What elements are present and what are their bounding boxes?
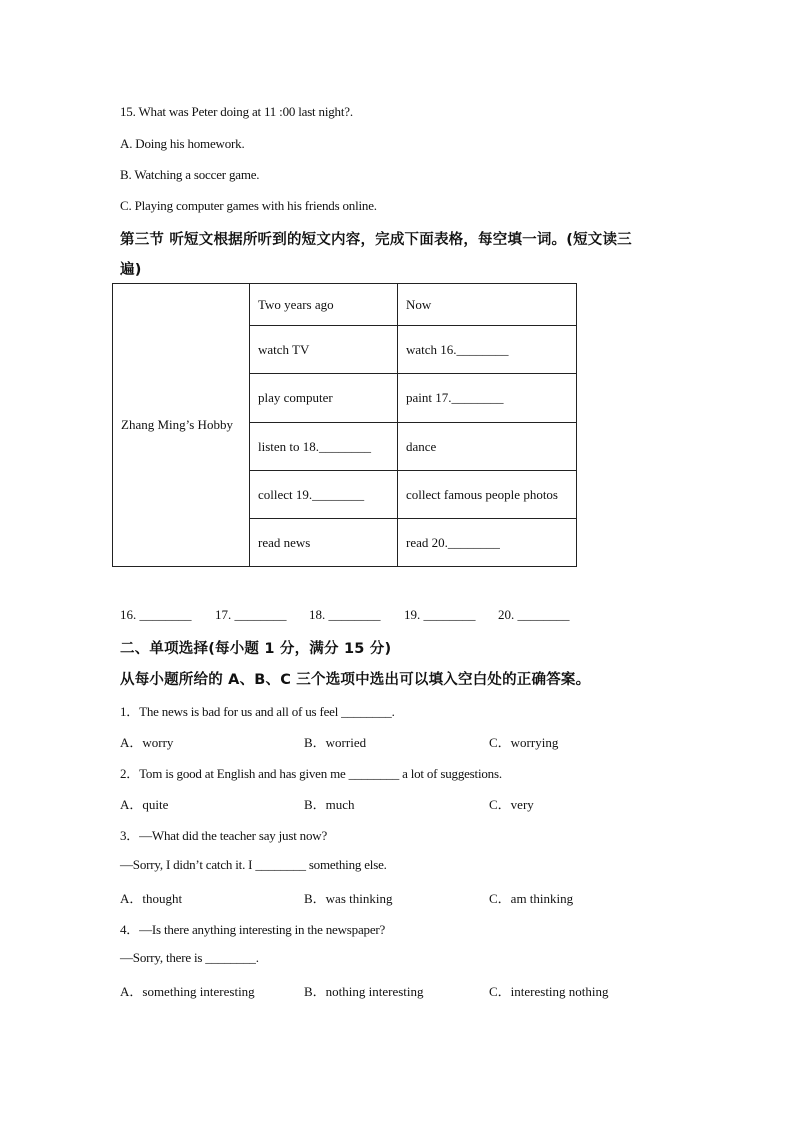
question-4-option-b[interactable]: B．nothing interesting — [304, 984, 424, 999]
table-cell: Two years ago — [250, 284, 398, 326]
hobby-table — [112, 283, 577, 567]
question-3-text: 3．—What did the teacher say just now? — [120, 828, 328, 843]
table-cell-blank-16[interactable]: watch 16.________ — [398, 326, 577, 374]
question-3-option-c[interactable]: C．am thinking — [489, 891, 574, 906]
table-cell-blank-20[interactable]: read 20.________ — [398, 519, 577, 567]
question-3-text-line2: —Sorry, I didn’t catch it. I ________ something else. — [120, 857, 387, 872]
question-4-text-line2: —Sorry, there is ________. — [120, 950, 259, 965]
question-4-text: 4．—Is there anything interesting in the newspaper? — [120, 922, 386, 937]
question-2-text: 2．Tom is good at English and has given me ________ a lot of suggestions. — [120, 766, 502, 781]
question-2-option-a[interactable]: A．quite — [120, 797, 169, 812]
answer-blank-16[interactable]: 16. ________ — [120, 607, 192, 622]
question-1-option-b[interactable]: B．worried — [304, 735, 367, 750]
question-1-text: 1．The news is bad for us and all of us feel ________. — [120, 704, 395, 719]
table-row — [113, 284, 577, 326]
question-15-option-c: C. Playing computer games with his friends online. — [120, 198, 377, 213]
part-2-instruction: 从每小题所给的 A、B、C 三个选项中选出可以填入空白处的正确答案。 — [120, 672, 591, 688]
table-row-header: Zhang Ming’s Hobby — [113, 284, 250, 567]
question-3-option-a[interactable]: A．thought — [120, 891, 183, 906]
table-cell: play computer — [250, 374, 398, 423]
table-cell: Now — [398, 284, 577, 326]
question-3-option-b[interactable]: B．was thinking — [304, 891, 393, 906]
question-2-option-b[interactable]: B．much — [304, 797, 355, 812]
table-cell-blank-17[interactable]: paint 17.________ — [398, 374, 577, 423]
question-15-option-b: B. Watching a soccer game. — [120, 167, 260, 182]
table-cell: collect famous people photos — [398, 471, 577, 519]
table-cell-blank-19[interactable]: collect 19.________ — [250, 471, 398, 519]
question-1-option-c[interactable]: C．worrying — [489, 735, 559, 750]
table-cell-blank-18[interactable]: listen to 18.________ — [250, 423, 398, 471]
table-cell: dance — [398, 423, 577, 471]
question-2-option-c[interactable]: C．very — [489, 797, 534, 812]
question-1-option-a[interactable]: A．worry — [120, 735, 174, 750]
answer-blank-17[interactable]: 17. ________ — [215, 607, 287, 622]
table-cell: watch TV — [250, 326, 398, 374]
table-cell: read news — [250, 519, 398, 567]
answer-blank-20[interactable]: 20. ________ — [498, 607, 570, 622]
section-3-heading-cont: 遍) — [120, 262, 142, 278]
question-15-text: 15. What was Peter doing at 11 :00 last night?. — [120, 104, 353, 119]
part-2-heading: 二、单项选择(每小题 1 分，满分 15 分) — [120, 641, 392, 657]
question-15-option-a: A. Doing his homework. — [120, 136, 245, 151]
question-4-option-c[interactable]: C．interesting nothing — [489, 984, 609, 999]
question-4-option-a[interactable]: A．something interesting — [120, 984, 255, 999]
answer-blank-19[interactable]: 19. ________ — [404, 607, 476, 622]
section-3-heading: 第三节 听短文根据所听到的短文内容，完成下面表格，每空填一词。(短文读三 — [120, 232, 632, 248]
answer-blank-18[interactable]: 18. ________ — [309, 607, 381, 622]
